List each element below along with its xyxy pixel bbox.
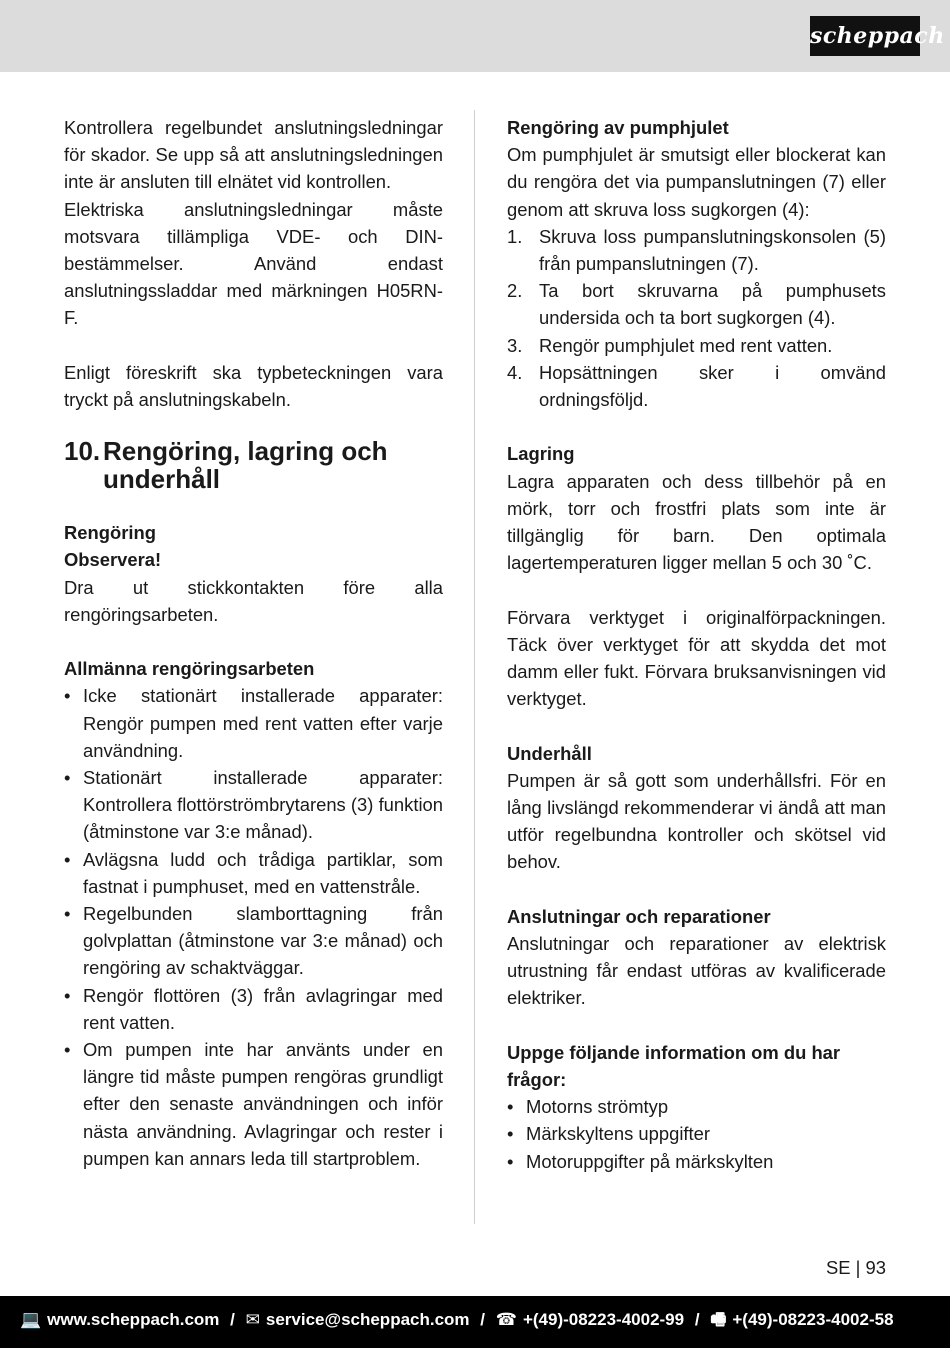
storage-heading: Lagring <box>507 443 575 465</box>
header-band <box>0 0 950 72</box>
footer-separator: / <box>694 1310 700 1329</box>
list-item-text: Stationärt installerade apparater: Kontrollera flottörströmbrytarens (3) funktion (åtminstone var 3:e månad). <box>83 767 443 843</box>
list-item <box>64 982 443 1036</box>
list-item <box>64 900 443 982</box>
step-number: 3. <box>507 334 523 356</box>
storage-paragraph-1: Lagra apparaten och dess tillbehör på en mörk, torr och frostfri plats som inte är tillgänglig för barn. Den optimala lagertemperaturen ligger mellan 5 och 30 ˚C. <box>507 470 886 574</box>
fax-icon: 🖷 <box>710 1310 727 1329</box>
bullet-marker: • <box>64 1039 71 1061</box>
list-item-text: Märkskyltens uppgifter <box>526 1123 710 1145</box>
list-item-text: Icke stationärt installerade apparater: Rengör pumpen med rent vatten efter varje användning. <box>83 685 443 761</box>
fax-number: +(49)-08223-4002-58 <box>732 1310 894 1329</box>
list-item <box>64 682 443 764</box>
bullet-marker: • <box>64 685 71 707</box>
section-title: Rengöring, lagring och underhåll <box>103 436 388 495</box>
list-item <box>507 1148 886 1175</box>
phone-icon: ☎ <box>495 1310 517 1329</box>
page-number: SE | 93 <box>826 1257 886 1278</box>
intro-paragraph-2: Elektriska anslutningsledningar måste motsvara tillämpliga VDE- och DIN-bestämmelser. Använd endast anslutningssladdar med märkningen H05RN-F. <box>64 198 443 329</box>
step-text: Skruva loss pumpanslutningskonsolen (5) från pumpanslutningen (7). <box>539 225 886 275</box>
mail-icon: ✉ <box>245 1310 260 1329</box>
email-link[interactable]: service@scheppach.com <box>265 1310 470 1329</box>
step-number: 2. <box>507 280 523 302</box>
footer-separator: / <box>230 1310 235 1329</box>
bullet-marker: • <box>64 903 71 925</box>
column-divider <box>474 110 475 1224</box>
bullet-marker: • <box>64 984 71 1006</box>
note-heading: Observera! <box>64 549 162 571</box>
step-text: Rengör pumphjulet med rent vatten. <box>539 334 833 356</box>
scheppach-logo: scheppach <box>810 16 920 56</box>
list-item-text: Avlägsna ludd och trådiga partiklar, som fastnat i pumphuset, med en vattenstråle. <box>83 848 443 897</box>
repairs-heading: Anslutningar och reparationer <box>507 905 771 927</box>
left-column <box>64 114 443 1172</box>
footer-bar <box>0 1296 950 1348</box>
impeller-heading: Rengöring av pumphjulet <box>507 117 729 138</box>
impeller-text: Om pumphjulet är smutsigt eller blockerat kan du rengöra det via pumpanslutningen (7) eller genom att skruva loss sugkorgen (4): <box>507 144 886 220</box>
maintenance-text: Pumpen är så gott som underhållsfri. För en lång livslängd rekommenderar vi ändå att man utför regelbundna kontroller och skötsel vid behov. <box>507 769 886 873</box>
list-item <box>64 1036 443 1172</box>
list-item <box>507 359 886 413</box>
list-item-text: Motorns strömtyp <box>526 1096 669 1118</box>
bullet-marker: • <box>507 1096 514 1118</box>
list-item <box>507 1093 886 1120</box>
phone-number[interactable]: +(49)-08223-4002-99 <box>522 1310 685 1329</box>
list-item <box>507 1120 886 1147</box>
list-item-text: Motoruppgifter på märkskylten <box>526 1150 774 1172</box>
bullet-marker: • <box>64 848 71 870</box>
bullet-marker: • <box>507 1123 514 1145</box>
list-item <box>64 846 443 900</box>
impeller-steps <box>507 223 886 413</box>
section-heading <box>64 437 443 493</box>
general-cleaning-heading: Allmänna rengöringsarbeten <box>64 658 315 680</box>
right-column <box>507 114 886 1175</box>
repairs-text: Anslutningar och reparationer av elektrisk utrustning får endast utföras av kvalificerade elektriker. <box>507 933 886 1009</box>
step-text: Hopsättningen sker i omvänd ordningsföljd. <box>539 361 886 411</box>
bullet-marker: • <box>64 767 71 789</box>
info-list <box>507 1093 886 1175</box>
step-number: 4. <box>507 361 523 383</box>
section-number: 10. <box>64 436 101 467</box>
maintenance-heading: Underhåll <box>507 742 592 764</box>
note-text: Dra ut stickkontakten före alla rengöringsarbeten. <box>64 576 443 625</box>
step-number: 1. <box>507 225 523 247</box>
cleaning-heading: Rengöring <box>64 522 156 544</box>
list-item <box>507 223 886 277</box>
list-item-text: Rengör flottören (3) från avlagringar med rent vatten. <box>83 984 443 1033</box>
website-link[interactable]: www.scheppach.com <box>47 1310 220 1329</box>
list-item-text: Regelbunden slamborttagning från golvplattan (åtminstone var 3:e månad) och rengöring av schaktväggar. <box>83 903 443 979</box>
bullet-marker: • <box>507 1150 514 1172</box>
list-item <box>507 277 886 331</box>
list-item <box>64 764 443 846</box>
computer-icon: 💻 <box>20 1310 42 1329</box>
info-heading: Uppge följande information om du har frågor: <box>507 1041 841 1091</box>
intro-paragraph-1: Kontrollera regelbundet anslutningsledningar för skador. Se upp så att anslutningsledningen inte är ansluten till elnätet vid kontrollen. <box>64 117 443 193</box>
step-text: Ta bort skruvarna på pumphusets undersida och ta bort sugkorgen (4). <box>539 280 886 329</box>
footer-separator: / <box>480 1310 486 1329</box>
storage-paragraph-2: Förvara verktyget i originalförpackningen. Täck över verktyget för att skydda det mot damm eller fukt. Förvara bruksanvisningen vid verktyget. <box>507 606 886 710</box>
list-item-text: Om pumpen inte har använts under en längre tid måste pumpen rengöras grundligt efter den senaste användningen och inför nästa användning. Avlagringar och rester i pumpen kan annars leda till startproblem. <box>83 1039 443 1169</box>
intro-paragraph-3: Enligt föreskrift ska typbeteckningen vara tryckt på anslutningskabeln. <box>64 361 443 411</box>
list-item <box>507 332 886 359</box>
general-cleaning-list <box>64 682 443 1172</box>
